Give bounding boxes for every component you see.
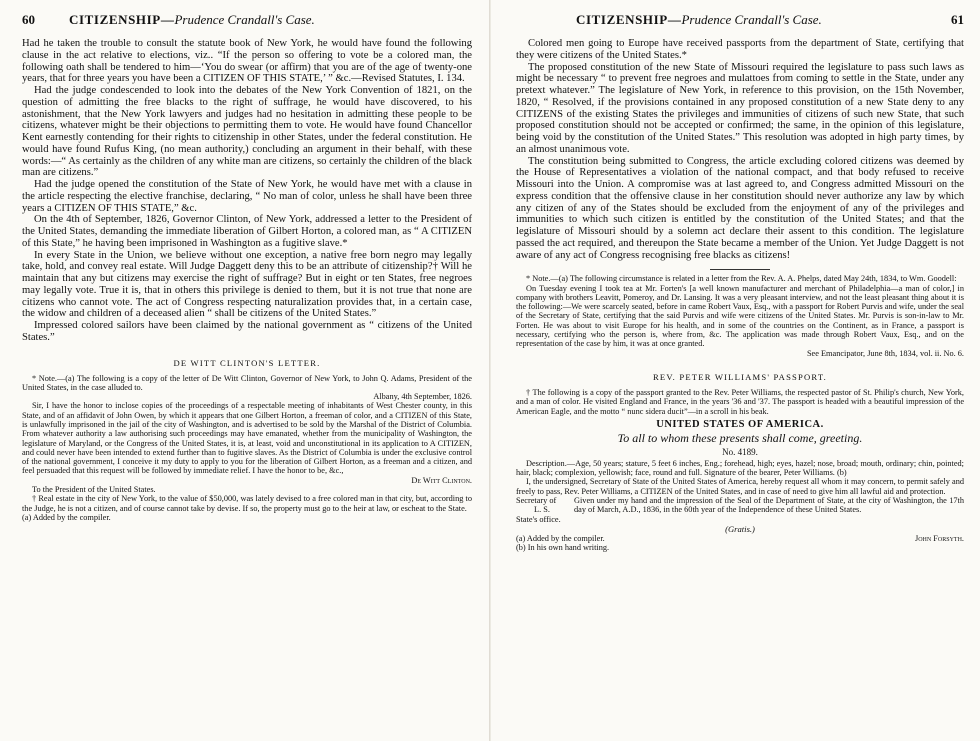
page-number: 61 <box>951 12 964 27</box>
paragraph: In every State in the Union, we believe without one exception, a native free born negro may legally take, hold, and convey real estate. Will Judge Daggett deny this to be an attribute of citizenship?† Will he maintain that any but citizens may exercise the right of suffrage? But in eight or ten States, free negroes may legally vote. True it is, that in others this privilege is denied to them, but it is not true that none are citizens who cannot vote. The act of Congress respecting naturalization provides that, in a certain case, the widow and children of a deceased alien “ shall be citizens of the United States.” <box>22 249 472 320</box>
compiler-notes: (a) Added by the compiler. (b) In his own hand writing. <box>516 533 610 553</box>
passport-description: Description.—Age, 50 years; stature, 5 feet 6 inches, Eng.; forehead, high; eyes, hazel; nose, broad; mouth, ordinary; chin, pointed; hair, black; complexion, yellowish; face, round and full. Signature of the bearer, Peter Williams. (b) <box>516 458 964 478</box>
passport-title: UNITED STATES OF AMERICA. <box>656 418 824 430</box>
footnote: On Tuesday evening I took tea at Mr. Forten's [a well known manufacturer and merchant of Philadelphia—a man of color,] in company with brothers Leavitt, Pomeroy, and Dr. Lansing. It was a very pleasant interview, and not the least pleasant thing about it is the following:—We were scarcely seated, before in came Robert Vaux, Esq., with a passport for Robert Purvis and wife, under the seal of the Secretary of State, certifying that the said Purvis and wife were citizens of the United States. Mr. Purvis is son-in-law to Mr. Forten. He was about to visit Europe for his health, and in some of the countries on the Continent, as in France, a passport is necessary, certifying who the person is, where from, &c. The application was made through Robert Vaux, Esq., and on the representation of the case by him, it was at once granted. <box>516 283 964 349</box>
paragraph: The proposed constitution of the new State of Missouri required the legislature to pass such laws as might be necessary “ to prevent free negroes and mulattoes from coming to settle in the State, under any pretext whatever.” The legislature of New York, in reference to this provision, on the 15th November, 1820, “ Resolved, if the provisions contained in any proposed constitution of a new State deny to any CITIZENS of the existing States the privileges and immunities of citizens of such new State, that such proposed constitution should not be accepted or confirmed; the same, in the opinion of this legislature, being void by the constitution of the United States.” This resolution was adopted in high party times, by an almost unanimous vote. <box>516 61 964 155</box>
paragraph: Had the judge opened the constitution of the State of New York, he would have met with a clause in the article respecting the elective franchise, declaring, “ No man of color, unless he shall have been three years a CITIZEN OF THIS STATE,” &c. <box>22 179 472 214</box>
letter-heading: DE WITT CLINTON'S LETTER. <box>173 357 321 368</box>
paragraph: Colored men going to Europe have received passports from the department of State, certifying that they were citizens of the United States.* <box>516 38 964 61</box>
left-body-text <box>22 38 472 344</box>
running-title: CITIZENSHIP—Prudence Crandall's Case. <box>69 12 315 27</box>
paragraph: Had he taken the trouble to consult the statute book of New York, he would have found the following clause in the act relative to elections, viz.. “If the person so offering to vote be a colored man, the following oath shall be tendered to him—‘You do swear (or affirm) that you are of the age of twenty-one years, that for three years you have been a CITIZEN OF THIS STATE,’ ” &c.—Revised Statutes, I. 134. <box>22 38 472 85</box>
seal-labels: Secretary of L. S. State's office. <box>516 496 568 524</box>
paragraph: The constitution being submitted to Congress, the article excluding colored citizens was deemed by the House of Representatives a violation of the national compact, and that body refused to receive Missouri into the Union. A compromise was at last agreed to, and Congress admitted Missouri on the express condition that the offensive clause in her constitution should never authorize any law by which any citizen of any of the States should be excluded from the enjoyment of any of the privileges and immunities to which such citizen is entitled by the constitution of the United States; and that the legislature of Missouri should by a solemn act declare their assent to this condition. The legislature passed the act required, and thereupon the State became a member of the Union. Yet Judge Daggett is not aware of any act of Congress recognising free blacks as citizens! <box>516 155 964 261</box>
right-page <box>490 0 980 741</box>
passport-block <box>516 388 964 553</box>
passport-heading: REV. PETER WILLIAMS' PASSPORT. <box>652 371 827 382</box>
passport-greeting: To all to whom these presents shall come, greeting. <box>617 430 863 445</box>
footnote-signature: De Witt Clinton. <box>411 475 472 485</box>
running-title: CITIZENSHIP—Prudence Crandall's Case. <box>576 12 822 27</box>
footnote-credit: (a) Added by the compiler. <box>22 512 111 522</box>
left-footnotes <box>22 374 472 523</box>
passport-request: I, the undersigned, Secretary of State of the United States of America, hereby request all whom it may concern, to permit safely and freely to pass, Rev. Peter Williams, a CITIZEN of the United States, and in case of need to give him all lawful aid and protection. <box>516 477 964 496</box>
passport-intro: † The following is a copy of the passport granted to the Rev. Peter Williams, the respected pastor of St. Philip's church, New York, and a man of color. He visited England and France, in the years '36 and '37. The passport is headed with a beautiful impression of the American Eagle, and the motto “ nunc sidera ducit”—in a scroll in his beak. <box>516 387 964 416</box>
footnote: * Note.—(a) The following is a copy of the letter of De Witt Clinton, Governor of New York, to John Q. Adams, President of the United States, in the case alluded to. <box>22 373 472 392</box>
signature: John Forsyth. <box>915 533 964 543</box>
seal-text: Given under my hand and the impression of the Seal of the Department of State, at the city of Washington, the 17th day of March, A.D., 1836, in the 60th year of the Independence of these United States. <box>574 496 964 515</box>
right-footnotes <box>516 274 964 358</box>
paragraph: Impressed colored sailors have been claimed by the national government as “ citizens of the United States.” <box>22 320 472 343</box>
footnote-addressee: To the President of the United States. <box>32 485 156 495</box>
right-running-head <box>516 12 964 38</box>
seal-ls: L. S. <box>534 505 550 515</box>
left-running-head <box>22 12 472 38</box>
paragraph: On the 4th of September, 1826, Governor Clinton, of New York, addressed a letter to the President of the United States, demanding the immediate liberation of Gilbert Horton, a colored man, as “ A CITIZEN of this State,” he having been imprisoned in Washington as a fugitive slave.* <box>22 214 472 249</box>
footnote-letter: Sir, I have the honor to inclose copies of the proceedings of a respectable meeting of inhabitants of West Chester county, in this State, and of an affidavit of John Owen, by which it appears that one Gilbert Horton, a freeman of color, and a CITIZEN of this State, is unlawfully imprisoned in the jail of the city of Washington, and is advertised to be sold by the Marshal of the District of Columbia. From whatever authority a law authorising such proceedings may have emanated, whether from the municipality of Washington, the legislature of Maryland, or the Congress of the United States, it is, at least, void and unconstitutional in its application to A CITIZEN, and could never have been intended to extend further than to fugitive slaves. As the District of Columbia is under the exclusive control of the national government, I conceive it my duty to apply to you for the liberation of Gilbert Horton, as a freeman and a citizen, and feel persuaded that this request will be followed by immediate relief. I have the honor to be, &c., <box>22 401 472 476</box>
footnote: † Real estate in the city of New York, to the value of $50,000, was lately devised to a free colored man in that city, but, according to the Judge, he is not a citizen, and of course cannot take by devise. If so, the property must go to the heir at law, or escheat to the State. <box>22 494 472 513</box>
passport-number: No. 4189. <box>722 446 758 457</box>
gratis-note: (Gratis.) <box>725 523 755 534</box>
right-body-text <box>516 38 964 261</box>
page-number: 60 <box>22 12 35 27</box>
paragraph: Had the judge condescended to look into the debates of the New York Convention of 1821, on the question of admitting the free blacks to the right of suffrage, he would have discovered, to his astonishment, that the New York lawyers and judges had no hesitation in admitting these people to be citizens, whatever might be their objections to permitting them to vote. He would have found Chancellor Kent earnestly contending for their rights to citizenship in other States, under the federal constitution. He would have found Rufus King, (no mean authority,) concluding an argument in their behalf, with these words:—“ As certainly as the children of any white man are citizens, so certainly the children of the black man are citizens.” <box>22 85 472 179</box>
footnote-dateline: Albany, 4th September, 1826. <box>373 392 472 402</box>
seal-row <box>516 496 964 524</box>
signature-row <box>516 534 964 553</box>
footnote-rule <box>710 269 770 270</box>
footnote: * Note.—(a) The following circumstance is related in a letter from the Rev. A. A. Phelps, dated May 24th, 1834, to Wm. Goodell: <box>526 274 957 284</box>
footnote-source: See Emancipator, June 8th, 1834, vol. ii. No. 6. <box>806 348 964 358</box>
